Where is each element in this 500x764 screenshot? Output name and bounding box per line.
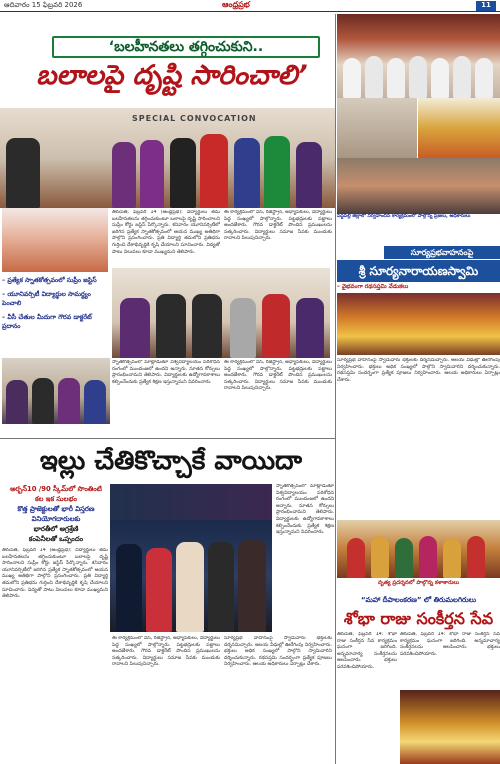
surya-subheading: – వైభవంగా రథసప్తమి వేడుకలు [337, 284, 409, 290]
dance-caption: నృత్య ప్రదర్శనలో పాల్గొన్న కళాకారులు [377, 580, 460, 586]
issue-date: ఆదివారం 15 ఫిబ్రవరి 2026 [4, 1, 83, 9]
homes-side-line: వినియోగదారులకు [31, 515, 81, 523]
person-figure [365, 56, 383, 98]
column-divider [335, 14, 336, 764]
official-figure [170, 138, 196, 208]
graduate-figure [58, 378, 80, 424]
sankeertana-article-col1: తిరుపతి, ఫిబ్రవరి 14: శోభా రాజు సంకీర్తన సేవ కార్యక్రమం ఘనంగా జరిగింది. అన్నమాచార్య సంకీర్తనలను ఆలపించారు. భక్తులు పరవశించిపోయారు. [337, 632, 397, 670]
person-figure [475, 58, 493, 98]
dancer-figure [419, 536, 437, 578]
surya-headline: శ్రీ సూర్యనారాయణస్వామి [337, 260, 500, 282]
homes-side-line: అర్బన్10 /90 స్కీమ్‌లో సొంతింటి [10, 485, 102, 493]
event-stage-photo [337, 14, 500, 98]
dancer-figure [395, 538, 413, 578]
homes-side-line: కంపెనీలతో ఒప్పందం [28, 535, 84, 543]
graduate-figure [120, 298, 150, 358]
lead-bullets [2, 276, 108, 336]
convocation-photo [0, 108, 335, 208]
official-figure [230, 298, 256, 358]
lead-bullet: – ప్రత్యేక స్నాతకోత్సవంలో సుప్రీం జస్టిస్ [2, 277, 97, 284]
lead-sub-headline: ‘బలహీనతలు తగ్గించుకుని.. [52, 36, 320, 58]
convocation-banner-text: SPECIAL CONVOCATION [132, 114, 257, 123]
official-figure [84, 380, 106, 424]
person-figure [387, 58, 405, 98]
deity-photo [400, 690, 500, 764]
homes-article-side: స్నాతకోత్సవంలో మాట్లాడుతూ విశ్వవిద్యాలయం పరిశోధన రంగంలో ముందంజలో ఉందని అన్నారు. నూతన కోర్సులు ప్రారంభించామని తెలిపారు. విద్యార్థులకు ఉద్యోగావకాశాలు కల్పించేందుకు ప్రత్యేక శిక్షణ ఇస్తున్నామని వివరించారు. [276, 484, 334, 536]
flowers-photo [2, 208, 108, 272]
person-figure [409, 56, 427, 98]
dancer-figure [371, 536, 389, 578]
lead-article-col2: ఈ కార్యక్రమంలో వీసీ, రిజిస్ట్రార్, అధ్యాపకులు, విద్యార్థులు పెద్ద సంఖ్యలో పాల్గొన్నారు. పట్టభద్రులకు పట్టాలు అందజేశారు. గౌరవ డాక్టరేట్ పొందిన ప్రముఖులను సత్కరించారు. విద్యార్థులు సమాజ సేవకు ముందుకు రావాలని పిలుపునిచ్చారు. [224, 210, 332, 242]
section-divider [0, 438, 335, 439]
dancer-figure [347, 538, 365, 578]
page-number: 11 [476, 1, 496, 11]
speaker-figure [6, 138, 40, 208]
graduate-figure [6, 380, 28, 424]
page-header [0, 0, 500, 12]
homes-article-col3: సూర్యప్రభ వాహనంపై స్వామివారు భక్తులకు దర్శనమిచ్చారు. ఆలయ వీధుల్లో ఊరేగింపు నిర్వహించారు. భక్తులు అధిక సంఖ్యలో పాల్గొని స్వామివారిని దర్శించుకున్నారు. రథసప్తమి సందర్భంగా ప్రత్యేక పూజలు నిర్వహించారు. ఆలయ అధికారులు ఏర్పాట్లు చేశారు. [224, 636, 332, 668]
deepalankarana-headline: “మహా దీపాలంకరణ” లో తిరుమలగిరులు [360, 596, 477, 604]
lead-bullet: – యూనివర్సిటీ విద్యార్థుల సామర్థ్యం పెంచాలి [2, 291, 91, 307]
sankeertana-headline: శోభా రాజు సంకీర్తన సేవ [343, 609, 494, 628]
homes-side-line: కల ఇక సులభం [35, 495, 77, 503]
graduate-figure [140, 140, 164, 208]
person-figure [146, 548, 172, 632]
person-figure [343, 58, 361, 98]
official-figure [262, 294, 290, 358]
lead-article-col1: తిరుపతి, ఫిబ్రవరి 14 (ఆంధ్రప్రభ): విద్యార్థులు తమ బలహీనతలను తగ్గించుకుంటూ బలాలపై దృష్టి సారించాలని సుప్రీం కోర్టు జస్టిస్ పేర్కొన్నారు. శనివారం యూనివర్సిటీలో జరిగిన ప్రత్యేక స్నాతకోత్సవంలో ఆయన ముఖ్య అతిథిగా పాల్గొని ప్రసంగించారు. ప్రతి విద్యార్థి తమలోని ప్రతిభను గుర్తించి దేశాభివృద్ధికి కృషి చేయాలని సూచించారు. విద్యతో పాటు విలువలు కూడా ముఖ్యమని తెలిపారు. [112, 210, 220, 255]
statue-photo [418, 98, 500, 158]
homes-side-panel [2, 484, 110, 544]
official-figure [296, 142, 322, 208]
dancer-figure [443, 538, 461, 578]
event-banner-photo [110, 484, 272, 520]
masthead-logo: ఆంధ్రప్రభ [222, 0, 250, 9]
person-figure [176, 542, 204, 632]
official-figure [234, 138, 260, 208]
crowd-photo [337, 158, 500, 214]
graduate-figure [112, 142, 136, 208]
official-figure [192, 294, 222, 358]
person-figure [238, 540, 266, 632]
person-figure [208, 542, 234, 632]
official-figure [264, 136, 290, 208]
lead-article-col4: ఈ కార్యక్రమంలో వీసీ, రిజిస్ట్రార్, అధ్యాపకులు, విద్యార్థులు పెద్ద సంఖ్యలో పాల్గొన్నారు. పట్టభద్రులకు పట్టాలు అందజేశారు. గౌరవ డాక్టరేట్ పొందిన ప్రముఖులను సత్కరించారు. విద్యార్థులు సమాజ సేవకు ముందుకు రావాలని పిలుపునిచ్చారు. [224, 360, 332, 392]
homes-article-col1: తిరుపతి, ఫిబ్రవరి 14 (ఆంధ్రప్రభ): విద్యార్థులు తమ బలహీనతలను తగ్గించుకుంటూ బలాలపై దృష్టి సారించాలని సుప్రీం కోర్టు జస్టిస్ పేర్కొన్నారు. శనివారం యూనివర్సిటీలో జరిగిన ప్రత్యేక స్నాతకోత్సవంలో ఆయన ముఖ్య అతిథిగా పాల్గొని ప్రసంగించారు. ప్రతి విద్యార్థి తమలోని ప్రతిభను గుర్తించి దేశాభివృద్ధికి కృషి చేయాలని సూచించారు. విద్యతో పాటు విలువలు కూడా ముఖ్యమని తెలిపారు. [2, 548, 108, 600]
lead-article-col3: స్నాతకోత్సవంలో మాట్లాడుతూ విశ్వవిద్యాలయం పరిశోధన రంగంలో ముందంజలో ఉందని అన్నారు. నూతన కోర్సులు ప్రారంభించామని తెలిపారు. విద్యార్థులకు ఉద్యోగావకాశాలు కల్పించేందుకు ప్రత్యేక శిక్షణ ఇస్తున్నామని వివరించారు. [112, 360, 220, 385]
official-figure [156, 294, 186, 358]
official-figure [32, 378, 54, 424]
person-figure [453, 56, 471, 98]
temple-procession-photo [337, 293, 500, 355]
lead-headline: బలాలపై దృష్టి సారించాలి’ [36, 60, 308, 91]
homes-side-line: భారతీలో అగ్రశ్రేణి [33, 525, 79, 533]
sankeertana-article-col2: తిరుపతి, ఫిబ్రవరి 14: శోభా రాజు సంకీర్తన సేవ కార్యక్రమం ఘనంగా జరిగింది. అన్నమాచార్య సంకీర్తనలను ఆలపించారు. భక్తులు పరవశించిపోయారు. [400, 632, 500, 657]
stage-photo [112, 268, 330, 358]
official-figure [200, 134, 228, 208]
lead-bullet: – వీసీ చేతుల మీదుగా గౌరవ డాక్టరేట్ ప్రదానం [2, 314, 92, 330]
person-figure [431, 58, 449, 98]
homes-side-line: కొత్త ప్రాజెక్టులతో భారీ విస్తరణ [17, 505, 95, 513]
group-photo [2, 358, 110, 424]
right-photo-caption: పెద్దపల్లి జిల్లాలో నిర్వహించిన కార్యక్రమంలో పాల్గొన్న ప్రజలు, అధికారులు [337, 214, 471, 219]
officials-photo [337, 98, 417, 158]
official-figure [296, 298, 324, 358]
dancer-figure [467, 536, 485, 578]
homes-headline: ఇల్లు చేతికొచ్చాకే వాయిదా [39, 446, 303, 476]
dance-performance-photo [337, 520, 500, 578]
person-figure [116, 544, 142, 632]
surya-article: సూర్యప్రభ వాహనంపై స్వామివారు భక్తులకు దర్శనమిచ్చారు. ఆలయ వీధుల్లో ఊరేగింపు నిర్వహించారు. భక్తులు అధిక సంఖ్యలో పాల్గొని స్వామివారిని దర్శించుకున్నారు. రథసప్తమి సందర్భంగా ప్రత్యేక పూజలు నిర్వహించారు. ఆలయ అధికారులు ఏర్పాట్లు చేశారు. [337, 358, 500, 383]
surya-kicker: సూర్యప్రభవాహనంపై [384, 246, 500, 259]
homes-event-photo [110, 520, 272, 632]
homes-article-col2: ఈ కార్యక్రమంలో వీసీ, రిజిస్ట్రార్, అధ్యాపకులు, విద్యార్థులు పెద్ద సంఖ్యలో పాల్గొన్నారు. పట్టభద్రులకు పట్టాలు అందజేశారు. గౌరవ డాక్టరేట్ పొందిన ప్రముఖులను సత్కరించారు. విద్యార్థులు సమాజ సేవకు ముందుకు రావాలని పిలుపునిచ్చారు. [112, 636, 220, 668]
